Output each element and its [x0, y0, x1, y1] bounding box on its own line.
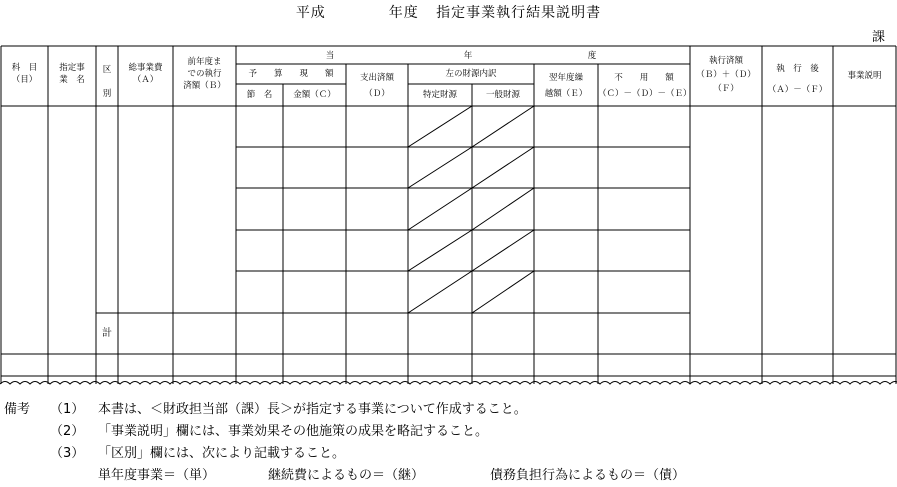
note-num: （3） [50, 446, 85, 461]
kubun-kei: 継続費によるもの＝（継） [268, 468, 425, 483]
header-kingaku: 金額（Ｃ） [293, 90, 336, 100]
note-1 [4, 399, 685, 421]
header-yokunendo: 翌年度繰 越額（Ｅ） [544, 73, 588, 99]
note-text: 本書は、＜財政担当部（課）長＞が指定する事業について作成すること。 [98, 402, 527, 417]
note-2 [4, 421, 685, 443]
note-num: （1） [50, 402, 85, 417]
kei-label: 計 [102, 328, 112, 339]
header-do: 度 [587, 51, 597, 61]
kubun-sai: 債務負担行為によるもの＝（債） [490, 468, 686, 483]
header-nen: 年 [463, 51, 473, 61]
header-zaigen: 左の財源内訳 [445, 69, 497, 79]
header-shikkogo: 執 行 後 （Ａ）－（Ｆ） [767, 64, 828, 95]
notes-section [4, 399, 685, 487]
header-tokutei: 特定財源 [422, 90, 457, 100]
note-3 [4, 443, 685, 465]
header-ippan: 一般財源 [485, 90, 520, 100]
header-zennendo: 前年度ま での執行 済額（Ｂ） [183, 57, 226, 91]
header-shitei: 指定事 業 名 [59, 63, 85, 85]
note-text: 「区別」欄には、次により記載すること。 [98, 446, 346, 461]
note-text: 「事業説明」欄には、事業効果その他施策の成果を略記すること。 [98, 424, 489, 439]
title-nen: 年度 [388, 5, 419, 21]
ka-label: 課 [871, 30, 885, 45]
header-kamoku: 科 目 （目） [11, 63, 38, 85]
title-heisei: 平成 [295, 5, 326, 21]
header-shikkozumi: 執行済額 （Ｂ）＋（Ｄ） （Ｆ） [696, 56, 756, 94]
header-sojigyo: 総事業費 （Ａ） [128, 63, 163, 85]
notes-label: 備考 [4, 402, 31, 417]
header-fuyo: 不 用 額 （Ｃ）－（Ｄ）－（Ｅ） [598, 73, 692, 99]
header-kubun: 区 別 [102, 65, 112, 99]
title-main: 指定事業執行結果説明書 [436, 5, 602, 21]
header-toh: 当 [325, 51, 335, 61]
kubun-tan: 単年度事業＝（単） [98, 468, 216, 483]
header-yosan: 予 算 現 額 [248, 69, 334, 79]
header-setsumei: 節 名 [246, 90, 273, 100]
note-num: （2） [50, 424, 85, 439]
header-shishutsu: 支出済額 （Ｄ） [359, 73, 394, 99]
kubun-line [4, 465, 685, 487]
header-jigyosetsumei: 事業説明 [847, 71, 882, 81]
